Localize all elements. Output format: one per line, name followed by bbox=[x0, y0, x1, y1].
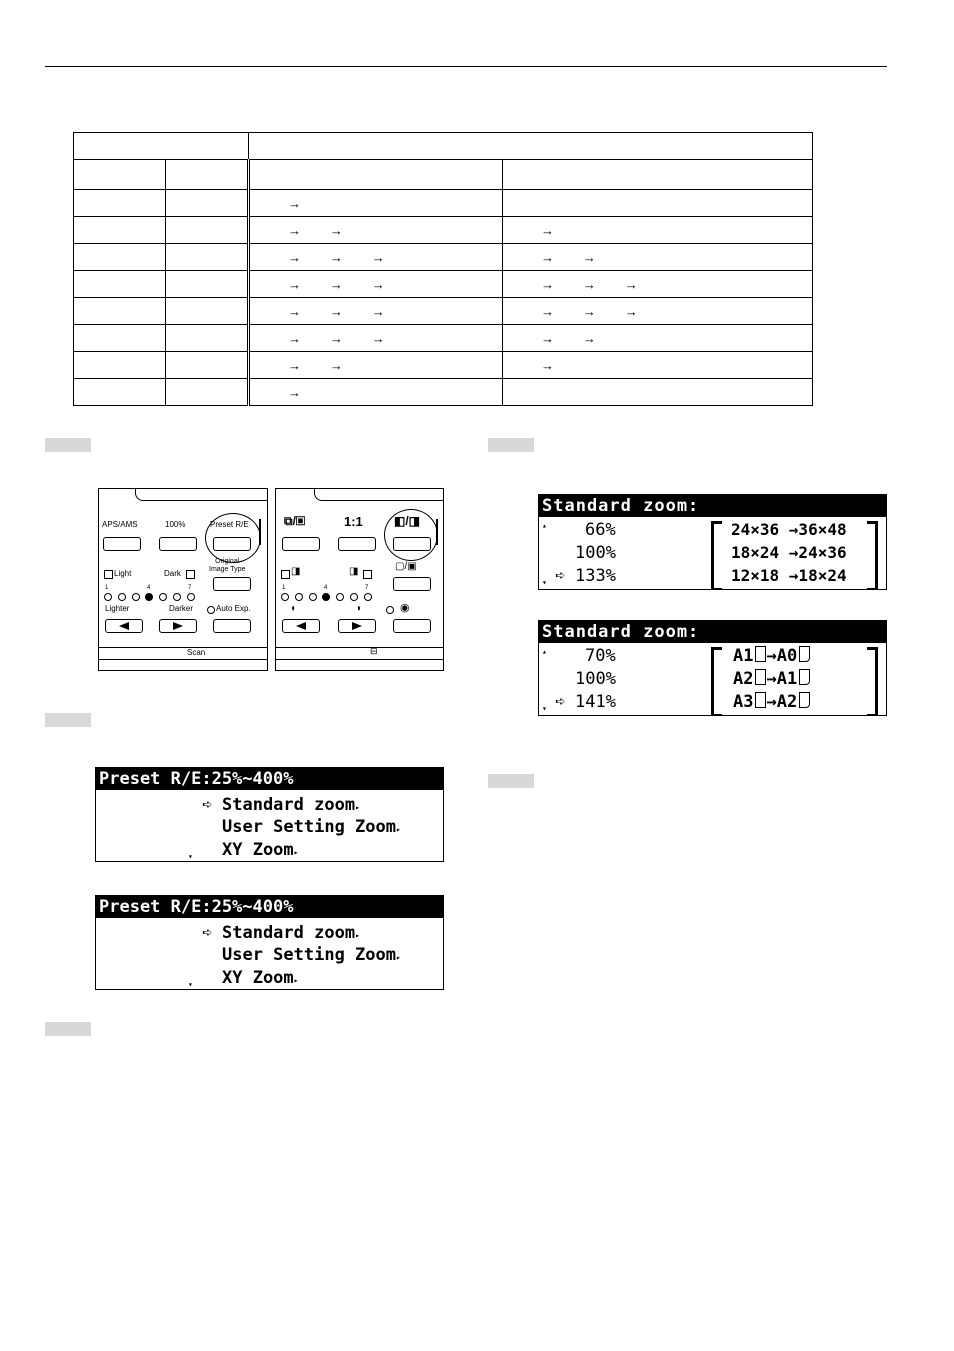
density-dot bbox=[295, 593, 303, 601]
zoom-option-70[interactable]: 70% bbox=[585, 646, 616, 666]
original-image-type-label: Original Image Type bbox=[209, 558, 246, 573]
100-percent-button[interactable] bbox=[159, 537, 197, 551]
panel-divider bbox=[276, 647, 443, 648]
table-cell bbox=[166, 244, 249, 271]
table-cell: → bbox=[249, 190, 503, 217]
menu-item-label: Standard zoom bbox=[222, 923, 356, 943]
lcd-preset-re-inch bbox=[95, 767, 444, 862]
preset-re-label: Preset R/E bbox=[210, 520, 249, 529]
table-header-row bbox=[74, 160, 813, 190]
table-cell bbox=[249, 160, 503, 190]
step-1-bar bbox=[45, 438, 91, 452]
size-conversion-row bbox=[733, 645, 810, 667]
size-conversion-row: 18×24 →24×36 bbox=[731, 543, 847, 562]
panel-divider bbox=[99, 647, 267, 648]
size-conversion-row: 12×18 →18×24 bbox=[731, 566, 847, 585]
half-moon-dark-icon: ◗ bbox=[356, 603, 363, 614]
table-cell bbox=[166, 325, 249, 352]
table-cell bbox=[74, 160, 166, 190]
density-4-label: 4 bbox=[147, 585, 151, 591]
control-panel-left bbox=[98, 488, 268, 671]
table-cell bbox=[74, 133, 249, 160]
dark-indicator bbox=[186, 570, 195, 579]
table-cell bbox=[166, 217, 249, 244]
density-dot bbox=[336, 593, 344, 601]
panel-edge bbox=[436, 519, 438, 545]
table-cell bbox=[249, 133, 813, 160]
zoom-option-100[interactable]: 100% bbox=[575, 543, 616, 563]
density-7-label: 7 bbox=[365, 585, 369, 591]
portrait-paper-icon bbox=[755, 669, 766, 685]
table-cell bbox=[74, 271, 166, 298]
table-cell bbox=[74, 217, 166, 244]
lcd-title: Standard zoom: bbox=[539, 495, 886, 517]
table-cell bbox=[74, 379, 166, 406]
lcd-standard-zoom-metric bbox=[538, 620, 887, 716]
submenu-arrow-icon: ▸ bbox=[396, 953, 401, 962]
table-cell bbox=[74, 244, 166, 271]
pointer-icon: ➪ bbox=[202, 923, 213, 943]
right-arrow-icon bbox=[173, 622, 183, 630]
density-dot bbox=[118, 593, 126, 601]
lighter-button[interactable] bbox=[105, 619, 143, 633]
left-bracket bbox=[711, 647, 722, 716]
header-rule bbox=[45, 66, 887, 67]
density-dot bbox=[281, 593, 289, 601]
pointer-icon: ➪ bbox=[555, 566, 566, 586]
density-1-label: 1 bbox=[282, 585, 286, 591]
table-cell bbox=[503, 160, 813, 190]
landscape-paper-icon bbox=[799, 646, 810, 662]
density-dot-active bbox=[322, 593, 330, 601]
table-cell: → → bbox=[503, 244, 813, 271]
menu-item-label: Standard zoom bbox=[222, 795, 356, 815]
lcd-standard-zoom-inch bbox=[538, 494, 887, 590]
menu-item-xy-zoom[interactable] bbox=[222, 967, 298, 990]
panel-divider bbox=[276, 659, 443, 660]
dark-icon: ◨ bbox=[349, 566, 359, 577]
table-row bbox=[74, 244, 813, 271]
menu-item-user-setting-zoom[interactable] bbox=[222, 944, 401, 969]
panel-divider bbox=[99, 659, 267, 660]
highlight-circle bbox=[205, 513, 261, 563]
darker-button[interactable] bbox=[338, 619, 376, 633]
table-header-row bbox=[74, 133, 813, 160]
submenu-arrow-icon: ▸ bbox=[396, 825, 401, 834]
aps-ams-button[interactable] bbox=[103, 537, 141, 551]
pointer-icon: ➪ bbox=[555, 692, 566, 712]
table-cell bbox=[74, 190, 166, 217]
table-row bbox=[74, 325, 813, 352]
size-conversion-row bbox=[733, 691, 810, 713]
right-arrow-icon bbox=[352, 622, 362, 630]
menu-item-label: User Setting Zoom bbox=[222, 817, 396, 837]
table-cell bbox=[74, 352, 166, 379]
lcd-preset-re-metric bbox=[95, 895, 444, 990]
table-cell bbox=[503, 190, 813, 217]
table-cell bbox=[166, 190, 249, 217]
light-indicator bbox=[281, 570, 290, 579]
table-cell: → → → bbox=[249, 244, 503, 271]
scan-icon: ⊟ bbox=[370, 646, 378, 656]
paper-size-label: A3 bbox=[733, 692, 754, 712]
table-cell bbox=[74, 298, 166, 325]
table-cell: → → → bbox=[249, 271, 503, 298]
density-dot-active bbox=[145, 593, 153, 601]
highlight-circle bbox=[384, 509, 438, 561]
original-type-button[interactable] bbox=[393, 577, 431, 591]
auto-exposure-indicator bbox=[207, 606, 215, 614]
pointer-icon: ➪ bbox=[202, 795, 213, 815]
panel-frame bbox=[314, 488, 444, 501]
lighter-button[interactable] bbox=[282, 619, 320, 633]
table-row bbox=[74, 352, 813, 379]
table-cell: → → → bbox=[503, 271, 813, 298]
auto-select-button[interactable] bbox=[282, 537, 320, 551]
table-cell: → → bbox=[503, 325, 813, 352]
control-panel-right bbox=[275, 488, 444, 671]
table-cell bbox=[166, 352, 249, 379]
landscape-paper-icon bbox=[799, 669, 810, 685]
original-image-type-button[interactable] bbox=[213, 577, 251, 591]
submenu-arrow-icon: ▸ bbox=[355, 803, 360, 812]
table-cell: → → bbox=[249, 217, 503, 244]
panel-edge bbox=[259, 519, 261, 545]
table-cell bbox=[503, 379, 813, 406]
table-cell bbox=[166, 271, 249, 298]
density-dot bbox=[309, 593, 317, 601]
left-bracket bbox=[711, 521, 722, 590]
submenu-arrow-icon: ▸ bbox=[293, 976, 299, 985]
one-to-one-button[interactable] bbox=[338, 537, 376, 551]
step-5-bar bbox=[488, 774, 534, 788]
left-arrow-icon bbox=[296, 622, 306, 630]
portrait-paper-icon bbox=[755, 646, 766, 662]
scroll-up-icon: ▴ bbox=[542, 521, 547, 530]
table-row bbox=[74, 217, 813, 244]
paper-size-label: A1 bbox=[776, 669, 798, 689]
scan-label: Scan bbox=[187, 648, 206, 657]
menu-item-label: XY Zoom bbox=[222, 968, 294, 988]
density-dot bbox=[364, 593, 372, 601]
paper-size-label: A0 bbox=[776, 646, 798, 666]
lcd-title: Preset R/E:25%~400% bbox=[96, 768, 443, 790]
density-4-label: 4 bbox=[324, 585, 328, 591]
density-dot bbox=[159, 593, 167, 601]
zoom-option-141[interactable]: 141% bbox=[575, 692, 616, 712]
menu-item-user-setting-zoom[interactable] bbox=[222, 816, 401, 841]
density-7-label: 7 bbox=[188, 585, 192, 591]
menu-item-label: User Setting Zoom bbox=[222, 945, 396, 965]
step-4-bar bbox=[488, 438, 534, 452]
size-conversion-row bbox=[733, 668, 810, 690]
right-bracket bbox=[867, 647, 878, 716]
zoom-option-133[interactable]: 133% bbox=[575, 566, 616, 586]
lcd-title: Standard zoom: bbox=[539, 621, 886, 643]
table-cell bbox=[166, 379, 249, 406]
step-3-bar bbox=[45, 1022, 91, 1036]
one-to-one-label: 1:1 bbox=[344, 514, 363, 529]
light-icon: ◨ bbox=[291, 566, 301, 577]
arrow-icon: → bbox=[766, 646, 777, 666]
dark-label: Dark bbox=[164, 569, 181, 578]
landscape-paper-icon bbox=[799, 692, 810, 708]
lcd-title: Preset R/E:25%~400% bbox=[96, 896, 443, 918]
menu-item-xy-zoom[interactable] bbox=[222, 839, 298, 862]
density-dot bbox=[187, 593, 195, 601]
auto-exposure-button[interactable] bbox=[213, 619, 251, 633]
table-row bbox=[74, 190, 813, 217]
darker-label: Darker bbox=[169, 604, 194, 613]
table-row bbox=[74, 271, 813, 298]
scroll-down-icon: ▾ bbox=[188, 852, 193, 861]
table-row bbox=[74, 379, 813, 406]
original-type-icon: ▢/▣ bbox=[395, 561, 417, 572]
table-row bbox=[74, 298, 813, 325]
density-dot bbox=[132, 593, 140, 601]
left-arrow-icon bbox=[119, 622, 129, 630]
table-cell bbox=[166, 160, 249, 190]
lighter-label: Lighter bbox=[105, 604, 130, 613]
scroll-down-icon: ▾ bbox=[542, 704, 547, 713]
auto-exposure-indicator bbox=[386, 606, 394, 614]
auto-select-icon: ⧉/▣ bbox=[284, 514, 306, 528]
menu-item-label: XY Zoom bbox=[222, 840, 294, 860]
auto-exposure-button[interactable] bbox=[393, 619, 431, 633]
scroll-down-icon: ▾ bbox=[542, 578, 547, 587]
table-cell: → → bbox=[249, 352, 503, 379]
zoom-option-100[interactable]: 100% bbox=[575, 669, 616, 689]
scroll-up-icon: ▴ bbox=[542, 647, 547, 656]
auto-exposure-icon: ◉ bbox=[400, 602, 410, 614]
zoom-option-66[interactable]: 66% bbox=[585, 520, 616, 540]
table-cell: → → → bbox=[249, 298, 503, 325]
arrow-icon: → bbox=[766, 692, 777, 712]
table-cell: → → → bbox=[503, 298, 813, 325]
panel-frame bbox=[135, 488, 268, 501]
density-dot bbox=[350, 593, 358, 601]
auto-exposure-label: Auto Exp. bbox=[216, 604, 251, 613]
table-cell bbox=[74, 325, 166, 352]
dark-indicator bbox=[363, 570, 372, 579]
half-moon-light-icon: ◖ bbox=[290, 603, 297, 614]
table-cell: → bbox=[249, 379, 503, 406]
scroll-down-icon: ▾ bbox=[188, 980, 193, 989]
aps-ams-label: APS/AMS bbox=[102, 520, 138, 529]
table-cell: → bbox=[503, 217, 813, 244]
submenu-arrow-icon: ▸ bbox=[293, 848, 299, 857]
submenu-arrow-icon: ▸ bbox=[355, 931, 360, 940]
paper-size-label: A2 bbox=[776, 692, 798, 712]
density-1-label: 1 bbox=[105, 585, 109, 591]
table-cell: → → → bbox=[249, 325, 503, 352]
darker-button[interactable] bbox=[159, 619, 197, 633]
paper-size-label: A2 bbox=[733, 669, 754, 689]
zoom-icon: ◧/◨ bbox=[394, 514, 421, 528]
table-cell bbox=[166, 298, 249, 325]
100-percent-label: 100% bbox=[165, 520, 186, 529]
density-dot bbox=[173, 593, 181, 601]
light-indicator bbox=[104, 570, 113, 579]
arrow-icon: → bbox=[766, 669, 777, 689]
table-cell: → bbox=[503, 352, 813, 379]
light-label: Light bbox=[114, 569, 132, 578]
right-bracket bbox=[867, 521, 878, 590]
paper-size-label: A1 bbox=[733, 646, 754, 666]
size-conversion-row: 24×36 →36×48 bbox=[731, 520, 847, 539]
zoom-ratio-table bbox=[73, 132, 813, 406]
portrait-paper-icon bbox=[755, 692, 766, 708]
density-dot bbox=[104, 593, 112, 601]
step-2-bar bbox=[45, 713, 91, 727]
